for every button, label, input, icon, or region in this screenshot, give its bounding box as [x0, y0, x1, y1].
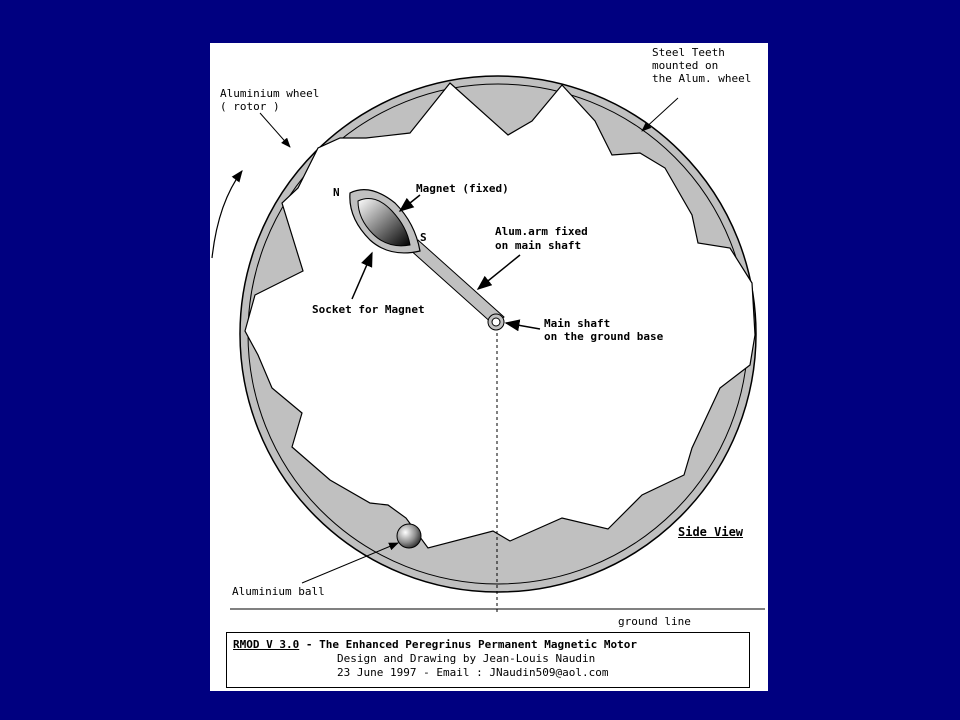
title-text: - The Enhanced Peregrinus Permanent Magnetic Motor [299, 638, 637, 651]
ground-line-label: ground line [618, 615, 691, 628]
steel-teeth-label-2: mounted on [652, 59, 719, 72]
main-shaft-inner [492, 318, 500, 326]
steel-teeth-label-3: the Alum. wheel [652, 72, 752, 85]
date-email-line: 23 June 1997 - Email : JNaudin509@aol.com [337, 666, 609, 679]
magnet-fixed-label: Magnet (fixed) [416, 182, 509, 195]
side-view-label: Side View [678, 525, 744, 539]
aluminium-wheel-arrow [260, 113, 290, 147]
socket-label: Socket for Magnet [312, 303, 425, 316]
south-pole-label: S [420, 231, 427, 244]
alum-arm-label-1: Alum.arm fixed [495, 225, 588, 238]
title-line-1 [233, 638, 637, 651]
alum-arm-label-2: on main shaft [495, 239, 582, 252]
aluminium-wheel-label-2: ( rotor ) [220, 100, 280, 113]
aluminium-ball [397, 524, 421, 548]
diagram-panel [210, 43, 768, 691]
main-shaft-label-2: on the ground base [544, 330, 664, 343]
steel-teeth-label-1: Steel Teeth [652, 46, 725, 59]
aluminium-wheel-label-1: Aluminium wheel [220, 87, 320, 100]
title-block [226, 632, 750, 688]
credit-line: Design and Drawing by Jean-Louis Naudin [337, 652, 596, 665]
north-pole-label: N [333, 186, 340, 199]
main-shaft-label-1: Main shaft [544, 317, 611, 330]
product-name: RMOD V 3.0 [233, 638, 300, 651]
rotation-arrow [212, 171, 242, 258]
aluminium-ball-label: Aluminium ball [232, 585, 325, 598]
steel-teeth-arrow [642, 98, 678, 131]
